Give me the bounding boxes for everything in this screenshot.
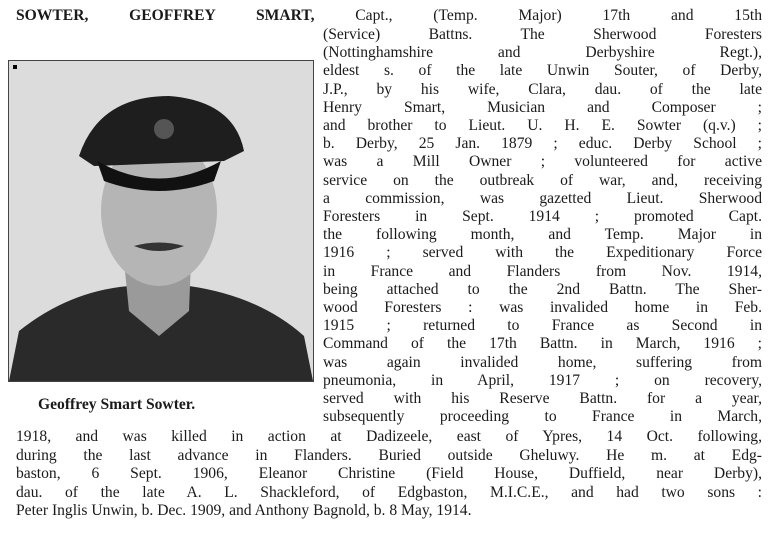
text-line: was a Mill Owner ; volunteered for active (323, 153, 762, 171)
text-line: Foresters in Sept. 1914 ; promoted Capt. (323, 208, 762, 225)
text-line: J.P., by his wife, Clara, dau. of the late (323, 80, 762, 98)
entry-rank: Capt., (Temp. Major) 17th and 15th (355, 7, 762, 24)
text-line: service on the outbreak of war, and, receiving (323, 171, 762, 189)
text-line: being attached to the 2nd Battn. The Sher- (323, 280, 762, 298)
text-line: Command of the 17th Battn. in March, 1916 ; (323, 335, 762, 353)
text-line: a commission, was gazetted Lieut. Sherwood (323, 189, 762, 207)
text-line: was again invalided home, suffering from (323, 353, 762, 371)
text-line: in France and Flanders from Nov. 1914, (323, 262, 762, 280)
entry-first-line (16, 7, 762, 25)
text-line: eldest s. of the late Unwin Souter, of Derby, (323, 62, 762, 80)
text-line: dau. of the late A. L. Shackleford, of Edgbaston, M.I.C.E., and had two sons : (16, 483, 762, 501)
text-line: b. Derby, 25 Jan. 1879 ; educ. Derby School ; (323, 135, 762, 153)
text-line: pneumonia, in April, 1917 ; on recovery, (323, 371, 762, 389)
text-line: Henry Smart, Musician and Composer ; (323, 98, 762, 116)
text-line: (Nottinghamshire and Derbyshire Regt.), (323, 44, 762, 62)
text-line: wood Foresters : was invalided home in Feb. (323, 299, 762, 316)
portrait-photo (8, 60, 314, 382)
text-line: baston, 6 Sept. 1906, Eleanor Christine (Field House, Duffield, near Derby), (16, 465, 762, 482)
text-line: 1915 ; returned to France as Second in (323, 317, 762, 335)
text-line: and brother to Lieut. U. H. E. Sowter (q.v.) ; (323, 117, 762, 134)
text-line: (Service) Battns. The Sherwood Foresters (323, 26, 762, 43)
text-line: 1918, and was killed in action at Dadizeele, east of Ypres, 14 Oct. following, (16, 428, 762, 445)
text-line: 1916 ; served with the Expeditionary Force (323, 244, 762, 262)
text-line: during the last advance in Flanders. Buried outside Gheluwy. He m. at Edg- (16, 446, 762, 464)
text-line: subsequently proceeding to France in March, (323, 408, 762, 426)
entry-heading: SOWTER, GEOFFREY SMART, (16, 7, 315, 24)
text-line: Peter Inglis Unwin, b. Dec. 1909, and Anthony Bagnold, b. 8 May, 1914. (16, 502, 472, 519)
text-line: served with his Reserve Battn. for a year, (323, 390, 762, 407)
photo-caption: Geoffrey Smart Sowter. (38, 396, 196, 413)
text-line: the following month, and Temp. Major in (323, 226, 762, 244)
